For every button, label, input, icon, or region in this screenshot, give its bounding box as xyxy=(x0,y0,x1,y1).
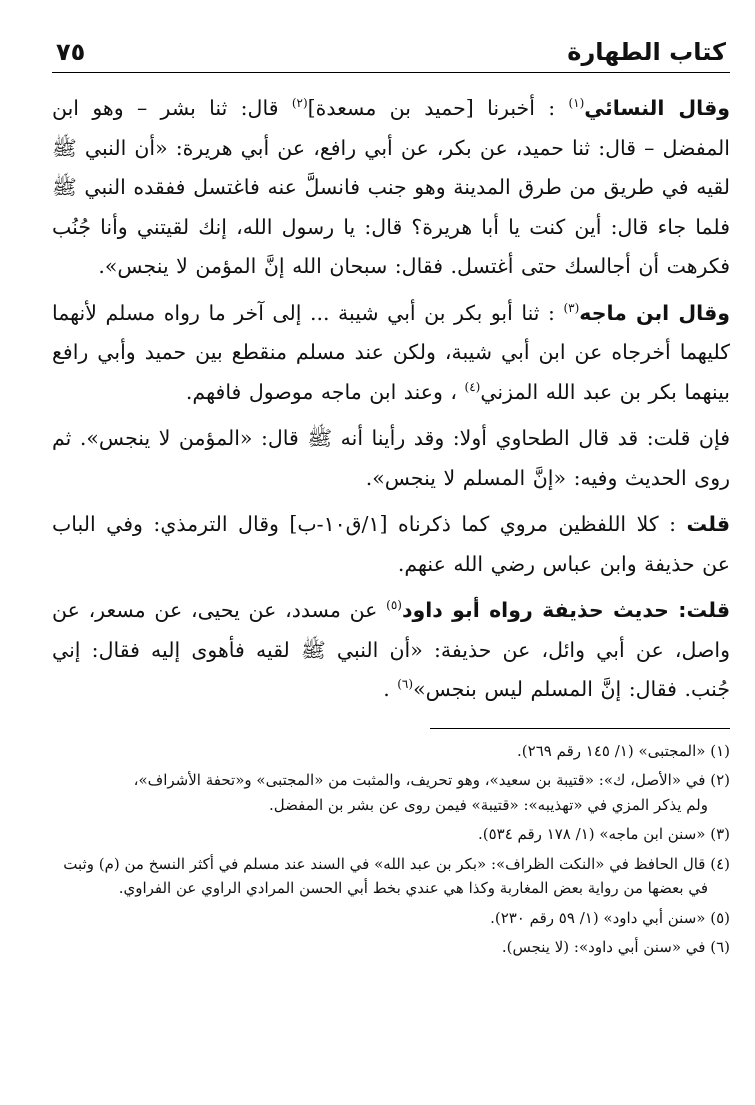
paragraph-lead: وقال ابن ماجه xyxy=(579,300,730,325)
paragraph-reply xyxy=(52,505,730,584)
footnote-continuation: ولم يذكر المزي في «تهذيبه»: «قتيبة» فيمن روى عن بشر بن المفضل. xyxy=(268,795,708,814)
paragraph-objection xyxy=(52,419,730,498)
running-title: كتاب الطهارة xyxy=(567,38,726,66)
paragraph-text: ، وعند ابن ماجه موصول فافهم. xyxy=(185,379,465,404)
paragraph-text: فإن قلت: قد قال الطحاوي أولا: وقد رأينا أنه ﷺ قال: «المؤمن لا ينجس». ثم روى الحديث وفيه: «إنَّ المسلم لا ينجس». xyxy=(52,426,730,490)
footnote-6 xyxy=(52,935,730,960)
footnote-ref: (٣) xyxy=(563,300,580,315)
footnote-text: (٤) قال الحافظ في «النكت الظراف»: «بكر بن عبد الله» في السند عند مسلم في أكثر النسخ من (م) وثبت xyxy=(63,854,730,873)
footnote-divider xyxy=(430,728,730,729)
paragraph-lead: وقال النسائي xyxy=(584,96,730,120)
footnote-text: (٢) في «الأصل، ك»: «قتيبة بن سعيد»، وهو تحريف، والمثبت من «المجتبى» و«تحفة الأشراف»، xyxy=(133,771,730,789)
footnote-ref: (٦) xyxy=(397,677,414,692)
footnote-4 xyxy=(52,852,730,901)
main-text xyxy=(52,89,730,710)
footnote-2 xyxy=(52,768,730,817)
footnote-3 xyxy=(52,822,730,847)
paragraph-text: : كلا اللفظين مروي كما ذكرناه [١/ق١٠-ب] وقال الترمذي: وفي الباب عن حذيفة وابن عباس رضي الله عنهم. xyxy=(52,512,730,576)
paragraph-text: قال: ثنا بشر – وهو ابن المفضل – قال: ثنا حميد، عن بكر، عن أبي رافع، عن أبي هريرة: «أن النبي ﷺ لقيه في طريق من طرق المدينة وهو جنب فانسلَّ عنه فاغتسل ففقده النبي ﷺ فلما جاء قال: أين كنت يا أبا هريرة؟ قال: يا رسول الله، إنك لقيتني وأنا جُنُب فكرهت أن أجالسك حتى أغتسل. فقال: سبحان الله إنَّ المؤمن لا ينجس». xyxy=(52,96,730,278)
page-header xyxy=(52,38,730,73)
footnote-ref: (١) xyxy=(568,96,585,111)
book-page xyxy=(52,38,730,965)
paragraph-lead: قلت: حديث حذيفة رواه أبو داود xyxy=(401,598,731,622)
paragraph-text: : أخبرنا [حميد بن مسعدة] xyxy=(307,96,569,120)
paragraph-nasai xyxy=(52,89,730,287)
paragraph-hudhayfa xyxy=(52,591,730,710)
paragraph-text: عن مسدد، عن يحيى، عن مسعر، عن واصل، عن أبي وائل، عن حذيفة: «أن النبي ﷺ لقيه فأهوى إليه فقال: إني جُنب. فقال: إنَّ المسلم ليس بنجس» xyxy=(52,598,730,701)
footnote-text: (٣) «سنن ابن ماجه» (١/ ١٧٨ رقم ٥٣٤). xyxy=(477,825,730,843)
paragraph-text: : ثنا أبو بكر بن أبي شيبة ... إلى آخر ما رواه مسلم لأنهما كليهما أخرجاه عن ابن أبي شيبة، ولكن عند مسلم منقطع بين حميد وأبي رافع بينهما بكر بن عبد الله المزني xyxy=(52,300,730,404)
page-number: ٧٥ xyxy=(56,38,86,66)
paragraph-text: . xyxy=(383,677,398,701)
footnote-continuation: في بعضها من رواية بعض المغاربة وكذا هي عندي بخط أبي الحسن المرادي الراوي عن الفراوي. xyxy=(118,879,708,897)
paragraph-ibn-majah xyxy=(52,294,730,413)
footnote-ref: (٢) xyxy=(291,96,308,111)
footnotes xyxy=(52,728,730,960)
footnote-text: (٥) «سنن أبي داود» (١/ ٥٩ رقم ٢٣٠). xyxy=(490,908,730,927)
footnote-1 xyxy=(52,739,730,764)
footnote-ref: (٤) xyxy=(464,379,481,394)
footnote-text: (١) «المجتبى» (١/ ١٤٥ رقم ٢٦٩). xyxy=(517,741,730,760)
footnote-ref: (٥) xyxy=(386,598,402,613)
footnote-5 xyxy=(52,906,730,931)
paragraph-lead: قلت xyxy=(686,512,730,536)
footnote-text: (٦) في «سنن أبي داود»: (لا ينجس). xyxy=(501,938,730,956)
